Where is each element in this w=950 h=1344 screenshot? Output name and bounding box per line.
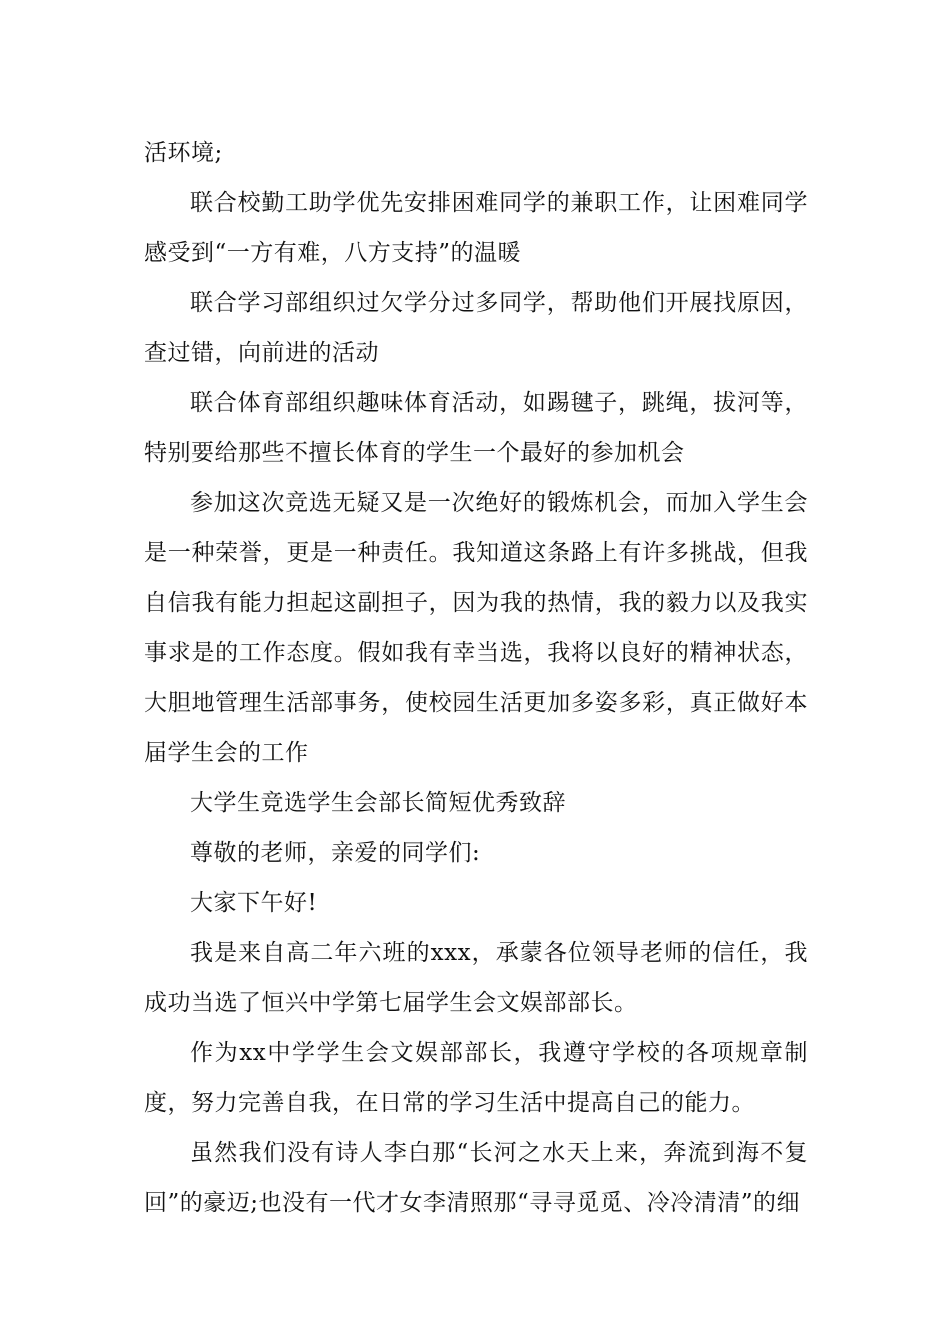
paragraph-9: 我是来自高二年六班的xxx，承蒙各位领导老师的信任，我成功当选了恒兴中学第七届学生会文娱部部长。 [144,940,808,1016]
section-heading: 大学生竞选学生会部长简短优秀致辞 [190,790,566,816]
paragraph-1: 活环境; [144,140,223,166]
document-body [144,128,808,1228]
paragraph-2: 联合校勤工助学优先安排困难同学的兼职工作，让困难同学感受到“一方有难，八方支持”的温暖 [144,190,808,266]
paragraph-10: 作为xx中学学生会文娱部部长，我遵守学校的各项规章制度，努力完善自我，在日常的学习生活中提高自己的能力。 [144,1040,808,1116]
greeting: 大家下午好! [190,890,318,916]
salutation: 尊敬的老师，亲爱的同学们: [190,840,481,866]
paragraph-4: 联合体育部组织趣味体育活动，如踢毽子，跳绳，拔河等，特别要给那些不擅长体育的学生一个最好的参加机会 [144,390,808,466]
paragraph-3: 联合学习部组织过欠学分过多同学，帮助他们开展找原因，查过错，向前进的活动 [144,290,808,366]
paragraph-5: 参加这次竞选无疑又是一次绝好的锻炼机会，而加入学生会是一种荣誉，更是一种责任。我知道这条路上有许多挑战，但我自信我有能力担起这副担子，因为我的热情，我的毅力以及我实事求是的工作态度。假如我有幸当选，我将以良好的精神状态，大胆地管理生活部事务，使校园生活更加多姿多彩，真正做好本届学生会的工作 [144,490,808,766]
paragraph-11: 虽然我们没有诗人李白那“长河之水天上来，奔流到海不复回”的豪迈;也没有一代才女李清照那“寻寻觅觅、冷冷清清”的细 [144,1140,808,1216]
